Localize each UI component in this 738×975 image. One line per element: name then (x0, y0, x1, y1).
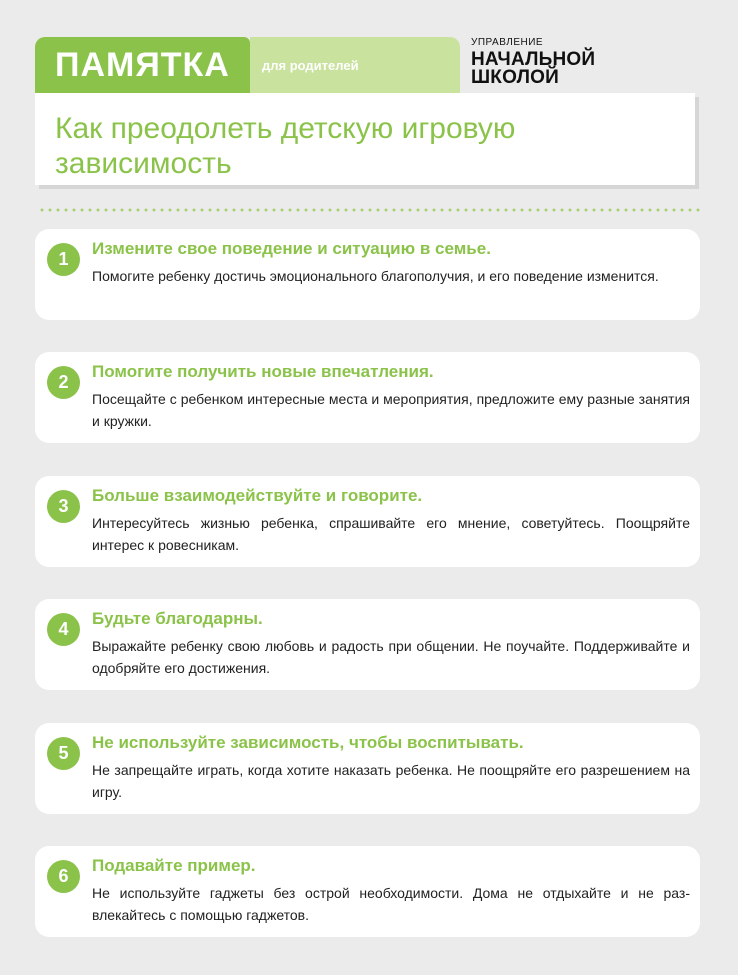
tip-number-4: 4 (47, 613, 80, 646)
for-parents-label: для родителей (262, 57, 359, 73)
page-title: Как преодолеть детскую игровую зависимость (55, 112, 516, 181)
dotted-divider (38, 208, 700, 212)
brand-line-2: НАЧАЛЬНОЙ (471, 49, 596, 70)
tip-card-1 (35, 229, 700, 320)
tip-card-4 (35, 599, 700, 690)
tip-card-3 (35, 476, 700, 567)
tip-title-2: Помогите получить новые впечатления. (92, 362, 434, 381)
tip-text-1: Помогите ребенку достичь эмоционального благополучия, и его поведение изменится. (92, 268, 659, 284)
pamyatka-tab (35, 37, 250, 93)
tip-text-6: Не используйте гаджеты без острой необходимости. Дома не отдыхайте и не развлекайтесь с помощью гаджетов. (92, 885, 690, 923)
brand-line-3: ШКОЛОЙ (471, 67, 559, 89)
tip-title-1: Измените свое поведение и ситуацию в семье. (92, 239, 491, 258)
tip-title-3: Больше взаимодействуйте и говорите. (92, 486, 423, 505)
tip-number-5: 5 (47, 737, 80, 770)
tip-card-2 (35, 352, 700, 443)
tip-title-6: Подавайте пример. (92, 856, 256, 875)
tip-number-6: 6 (47, 860, 80, 893)
tip-number-2: 2 (47, 366, 80, 399)
tip-text-2: Посещайте с ребенком интересные места и мероприятия, предложите ему разные занятия и кружки. (92, 391, 690, 429)
pamyatka-label: ПАМЯТКА (55, 45, 230, 84)
tip-title-4: Будьте благодарны. (92, 609, 263, 628)
tip-number-3: 3 (47, 490, 80, 523)
tip-number-1: 1 (47, 243, 80, 276)
tip-card-6 (35, 846, 700, 937)
tip-text-5: Не запрещайте играть, когда хотите наказать ребенка. Не поощряйте его разрешением на игру. (92, 762, 690, 800)
tip-text-3: Интересуйтесь жизнью ребенка, спрашивайте его мнение, советуйтесь. Поощряйте интерес к ровесникам. (92, 515, 690, 553)
brand-logo (471, 38, 595, 87)
tip-text-4: Выражайте ребенку свою любовь и радость при общении. Не поучайте. Поддерживайте и одобряйте его достижения. (92, 638, 690, 676)
for-parents-tab (250, 37, 460, 93)
title-box (35, 93, 695, 185)
tip-card-5 (35, 723, 700, 814)
tip-title-5: Не используйте зависимость, чтобы воспитывать. (92, 733, 524, 752)
brand-line-1: УПРАВЛЕНИЕ (471, 37, 544, 48)
